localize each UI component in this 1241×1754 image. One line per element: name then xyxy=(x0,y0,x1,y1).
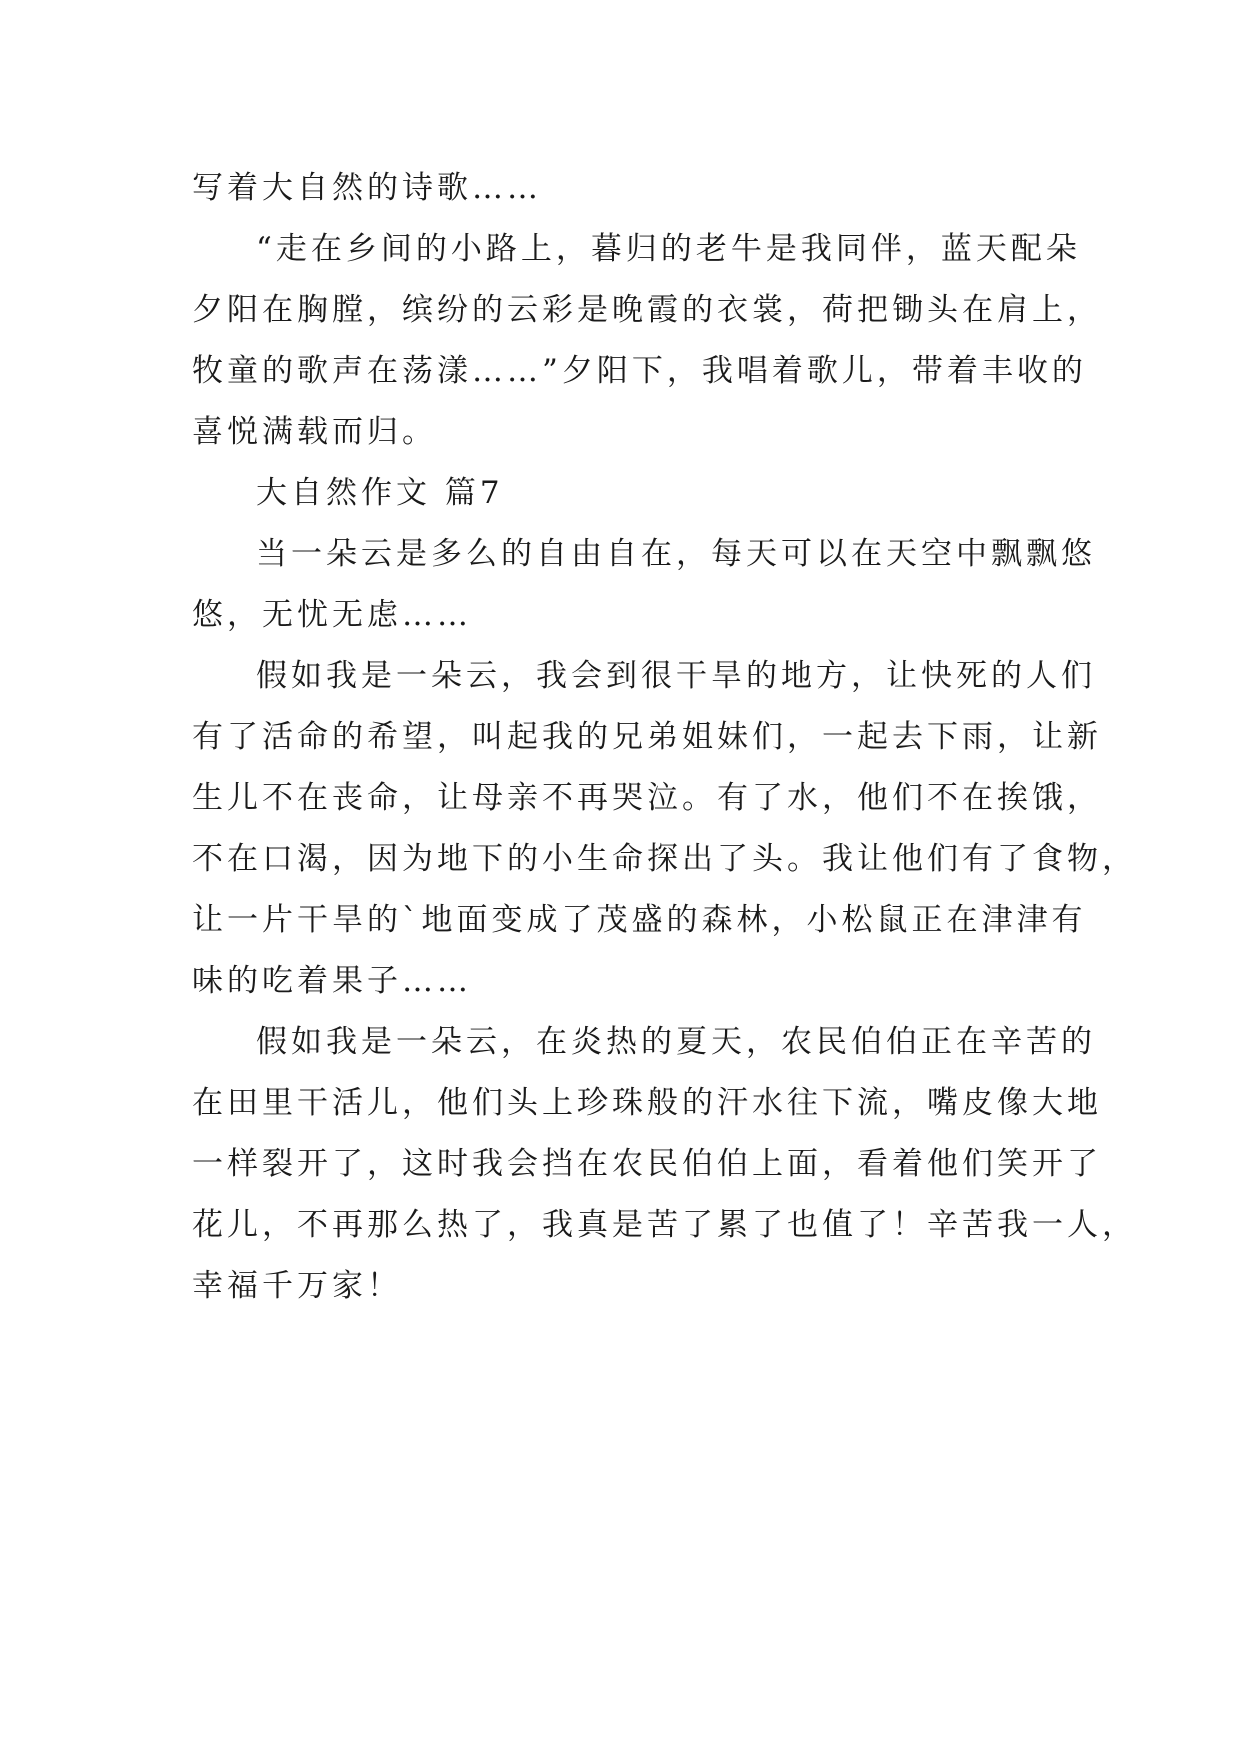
text-line: “走在乡间的小路上，暮归的老牛是我同伴，蓝天配朵 xyxy=(256,231,1081,267)
section-heading: 大自然作文 篇7 xyxy=(256,475,504,511)
text-line: 夕阳在胸膛，缤纷的云彩是晚霞的衣裳，荷把锄头在肩上， xyxy=(192,292,1102,328)
text-line: 喜悦满载而归。 xyxy=(192,414,437,450)
document-body xyxy=(192,158,1137,1317)
text-line: 有了活命的希望，叫起我的兄弟姐妹们，一起去下雨，让新 xyxy=(192,719,1102,755)
text-line: 花儿，不再那么热了，我真是苦了累了也值了！辛苦我一人， xyxy=(192,1207,1137,1243)
text-line: 牧童的歌声在荡漾……”夕阳下，我唱着歌儿，带着丰收的 xyxy=(192,353,1087,389)
text-line: 在田里干活儿，他们头上珍珠般的汗水往下流，嘴皮像大地 xyxy=(192,1085,1102,1121)
text-line: 不在口渴，因为地下的小生命探出了头。我让他们有了食物， xyxy=(192,841,1137,877)
text-line: 假如我是一朵云，在炎热的夏天，农民伯伯正在辛苦的 xyxy=(256,1024,1096,1060)
text-line: 生儿不在丧命，让母亲不再哭泣。有了水，他们不在挨饿， xyxy=(192,780,1102,816)
text-line: 当一朵云是多么的自由自在，每天可以在天空中飘飘悠 xyxy=(256,536,1096,572)
text-line: 幸福千万家！ xyxy=(192,1268,402,1304)
text-line: 一样裂开了，这时我会挡在农民伯伯上面，看着他们笑开了 xyxy=(192,1146,1102,1182)
text-line: 假如我是一朵云，我会到很干旱的地方，让快死的人们 xyxy=(256,658,1096,694)
text-line: 悠，无忧无虑…… xyxy=(192,597,472,633)
text-line: 让一片干旱的`地面变成了茂盛的森林，小松鼠正在津津有 xyxy=(192,902,1087,938)
text-line: 味的吃着果子…… xyxy=(192,963,472,999)
text-line: 写着大自然的诗歌…… xyxy=(192,170,542,206)
